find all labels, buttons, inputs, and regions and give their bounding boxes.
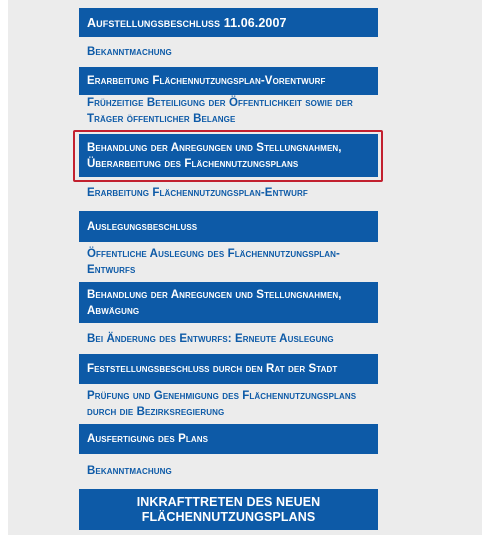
step-bekanntmachung-1: Bekanntmachung	[87, 46, 172, 58]
step-erarbeitung-vorentwurf: Erarbeitung Flächennutzungsplan-Vorentwurf	[79, 67, 378, 95]
step-fruehzeitige-beteiligung: Frühzeitige Beteiligung der Öffentlichkeit sowie der Träger öffentlicher Belange	[87, 97, 353, 125]
step-oeffentliche-auslegung: Öffentliche Auslegung des Flächennutzungsplan-Entwurfs	[87, 248, 340, 276]
step-feststellungsbeschluss: Feststellungsbeschluss durch den Rat der Stadt	[79, 354, 378, 384]
step-bekanntmachung-2: Bekanntmachung	[87, 465, 172, 477]
step-ausfertigung: Ausfertigung des Plans	[79, 424, 378, 454]
step-erarbeitung-entwurf: Erarbeitung Flächennutzungsplan-Entwurf	[87, 187, 308, 199]
step-inkrafttreten: INKRAFTTRETEN DES NEUEN FLÄCHENNUTZUNGSPLANS	[79, 489, 378, 530]
highlight-frame	[73, 130, 383, 182]
step-pruefung-genehmigung: Prüfung und Genehmigung des Flächennutzungsplans durch die Bezirksregierung	[87, 390, 357, 418]
step-behandlung-abwaegung: Behandlung der Anregungen und Stellungnahmen, Abwägung	[79, 282, 378, 323]
step-aufstellungsbeschluss: Aufstellungsbeschluss 11.06.2007	[79, 8, 378, 37]
step-auslegungsbeschluss: Auslegungsbeschluss	[79, 211, 378, 242]
step-behandlung-ueberarbeitung: Behandlung der Anregungen und Stellungnahmen, Überarbeitung des Flächennutzungsplans	[79, 134, 378, 177]
step-erneute-auslegung: Bei Änderung des Entwurfs: Erneute Auslegung	[87, 333, 334, 345]
